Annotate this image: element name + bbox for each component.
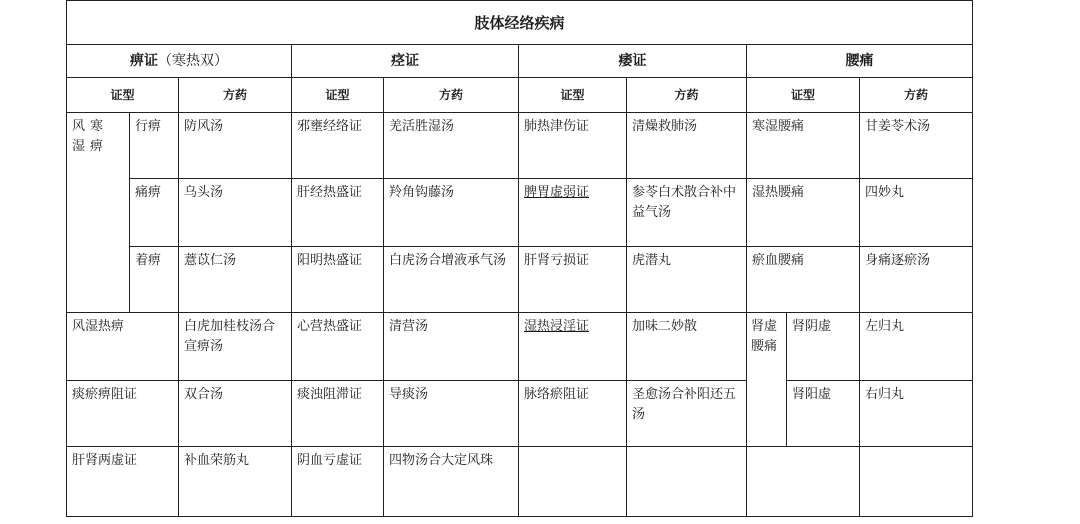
table-row [67, 247, 973, 313]
wei-r2-name [519, 179, 627, 247]
subheader-zhengxing-bi: 证型 [67, 78, 179, 113]
section-label-bi: 痹证 [130, 53, 158, 69]
subheader-fangyao-yaotong: 方药 [860, 78, 973, 113]
bi-tongbi-name: 痛痹 [130, 179, 179, 247]
wei-r5-name: 脉络瘀阻证 [519, 381, 627, 447]
empty-cell [860, 447, 973, 517]
yaotong-shenyin-fang: 左归丸 [860, 313, 973, 381]
bi-zhuobi-fang: 薏苡仁汤 [179, 247, 292, 313]
bi-xingbi-fang: 防风汤 [179, 113, 292, 179]
bi-tanyu-name: 痰瘀痹阻证 [67, 381, 179, 447]
yaotong-r1-fang: 甘姜苓术汤 [860, 113, 973, 179]
subheader-zhengxing-jing: 证型 [292, 78, 384, 113]
table-row [67, 179, 973, 247]
table-row [67, 447, 973, 517]
yaotong-shenyang-name: 肾阳虚 [787, 381, 860, 447]
yaotong-r3-fang: 身痛逐瘀汤 [860, 247, 973, 313]
subheader-zhengxing-wei: 证型 [519, 78, 627, 113]
wei-r4-fang: 加味二妙散 [627, 313, 747, 381]
yaotong-shenyang-fang: 右归丸 [860, 381, 973, 447]
subheader-fangyao-jing: 方药 [384, 78, 519, 113]
yaotong-shenxu-group: 肾虚腰痛 [747, 313, 787, 447]
wei-r5-fang: 圣愈汤合补阳还五汤 [627, 381, 747, 447]
jing-r2-fang: 羚角钩藤汤 [384, 179, 519, 247]
wei-r1-fang: 清燥救肺汤 [627, 113, 747, 179]
yaotong-r2-name: 湿热腰痛 [747, 179, 860, 247]
jing-r6-fang: 四物汤合大定风珠 [384, 447, 519, 517]
subheader-fangyao-bi: 方药 [179, 78, 292, 113]
bi-zhuobi-name: 着痹 [130, 247, 179, 313]
wei-r3-name: 肝肾亏损证 [519, 247, 627, 313]
section-header-bi [67, 45, 292, 78]
bi-ganshen-name: 肝肾两虚证 [67, 447, 179, 517]
jing-r5-fang: 导痰汤 [384, 381, 519, 447]
jing-r1-name: 邪壅经络证 [292, 113, 384, 179]
empty-cell [519, 447, 627, 517]
table-row [67, 113, 973, 179]
subheader-fangyao-wei: 方药 [627, 78, 747, 113]
yaotong-r3-name: 瘀血腰痛 [747, 247, 860, 313]
wei-r3-fang: 虎潜丸 [627, 247, 747, 313]
bi-fengshire-fang: 白虎加桂枝汤合宣痹汤 [179, 313, 292, 381]
jing-r3-fang: 白虎汤合增液承气汤 [384, 247, 519, 313]
table-row [67, 381, 973, 447]
wei-r2-name-text: 脾胃虚弱证 [524, 185, 590, 200]
title-row [67, 1, 973, 45]
empty-cell [747, 447, 860, 517]
bi-tanyu-fang: 双合汤 [179, 381, 292, 447]
section-note-bi: （寒热双） [158, 53, 228, 69]
table-title: 肢体经络疾病 [67, 1, 973, 45]
jing-r2-name: 肝经热盛证 [292, 179, 384, 247]
bi-fengshire-name: 风湿热痹 [67, 313, 179, 381]
jing-r6-name: 阴血亏虚证 [292, 447, 384, 517]
section-header-yaotong: 腰痛 [747, 45, 973, 78]
jing-r4-name: 心营热盛证 [292, 313, 384, 381]
empty-cell [627, 447, 747, 517]
yaotong-r1-name: 寒湿腰痛 [747, 113, 860, 179]
subheader-zhengxing-yaotong: 证型 [747, 78, 860, 113]
wei-r4-name-text: 湿热浸淫证 [524, 319, 590, 334]
jing-r5-name: 痰浊阻滞证 [292, 381, 384, 447]
sub-header-row [67, 78, 973, 113]
wei-r1-name: 肺热津伤证 [519, 113, 627, 179]
bi-tongbi-fang: 乌头汤 [179, 179, 292, 247]
bi-xingbi-name: 行痹 [130, 113, 179, 179]
section-header-row [67, 45, 973, 78]
jing-r1-fang: 羌活胜湿汤 [384, 113, 519, 179]
syndrome-table [66, 0, 973, 517]
wei-r2-fang: 参苓白术散合补中益气汤 [627, 179, 747, 247]
jing-r3-name: 阳明热盛证 [292, 247, 384, 313]
yaotong-r2-fang: 四妙丸 [860, 179, 973, 247]
jing-r4-fang: 清营汤 [384, 313, 519, 381]
bi-ganshen-fang: 补血荣筋丸 [179, 447, 292, 517]
section-header-jing: 痉证 [292, 45, 519, 78]
bi-fenghanshi-group: 风寒湿痹 [67, 113, 130, 313]
table-row [67, 313, 973, 381]
yaotong-shenyin-name: 肾阴虚 [787, 313, 860, 381]
wei-r4-name [519, 313, 627, 381]
section-header-wei: 痿证 [519, 45, 747, 78]
